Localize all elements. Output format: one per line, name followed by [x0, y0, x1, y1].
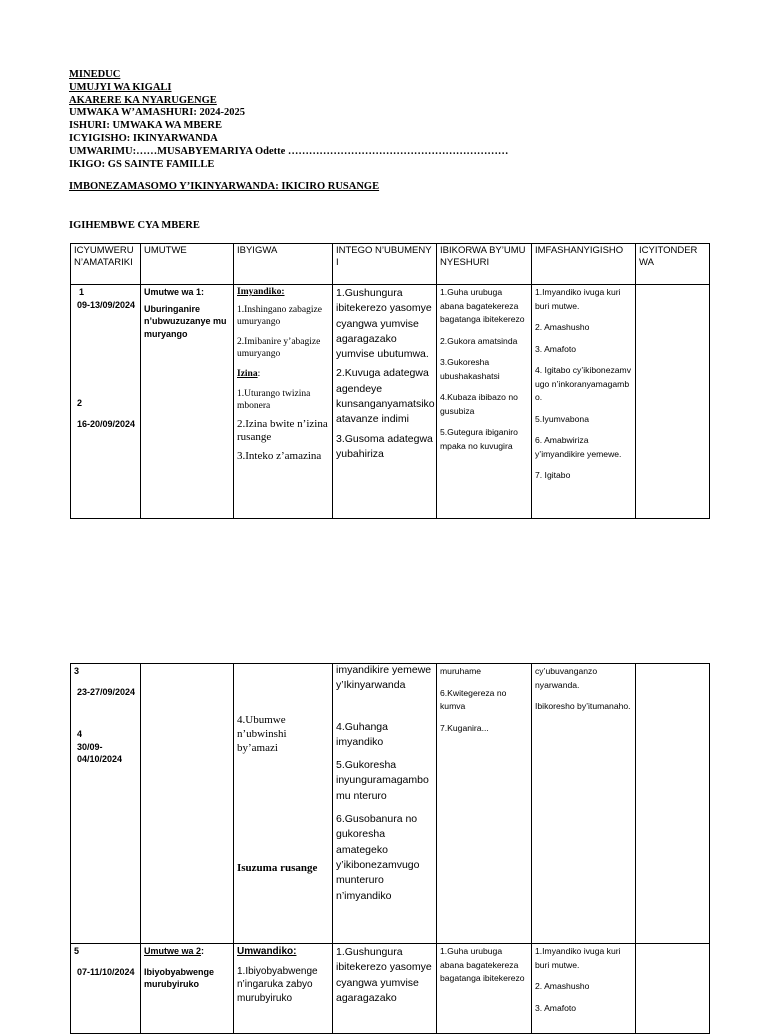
- header-objectives: INTEGO N’UBUMENYI: [333, 244, 437, 285]
- material-item: Ibikoresho by’itumanaho.: [535, 701, 631, 711]
- activity-item: muruhame: [440, 666, 482, 676]
- content-item: 2.Izina bwite n’izina rusange: [237, 418, 328, 443]
- activity-item: 7.Kuganira...: [440, 722, 489, 733]
- content-item: 4.Ubumwe n’ubwinshi by’amazi: [237, 714, 287, 754]
- header-teacher: UMWARIMU:……MUSABYEMARIYA Odette ………………………………………………………: [69, 145, 509, 157]
- week-dates: 07-11/10/2024: [77, 966, 135, 977]
- week-number: 1: [79, 287, 85, 297]
- materials-cell: [532, 944, 636, 1034]
- content-heading: [237, 368, 329, 380]
- content-item: 1.Uturango twizina mbonera: [237, 389, 311, 411]
- table-row: [71, 664, 710, 944]
- activities-cell: [437, 664, 532, 944]
- activity-item: 6.Kwitegereza no kumva: [440, 687, 507, 711]
- unit-label: Umutwe wa 1:: [144, 287, 205, 297]
- remarks-cell: [636, 285, 710, 519]
- content-cell: [234, 944, 333, 1034]
- week-dates: 09-13/09/2024: [77, 299, 136, 310]
- unit-label-suffix: :: [201, 946, 205, 956]
- header-school: IKIGO: GS SAINTE FAMILLE: [69, 158, 215, 170]
- activity-item: 5.Gutegura ibiganiro mpaka no kuvugira: [440, 427, 518, 451]
- week-dates: 30/09-04/10/2024: [77, 741, 123, 764]
- header-activities: IBIKORWA BY’UMUNYESHURI: [437, 244, 532, 285]
- objective-item: 2.Kuvuga adategwa agendeye kunsanganyamatsiko atavanze indimi: [336, 367, 435, 426]
- content-heading: Umwandiko:: [237, 946, 297, 957]
- objective-item: 6.Gusobanura no gukoresha amategeko y’ikibonezamvugo munteruro n’imyandiko: [336, 813, 420, 902]
- objectives-cell: [333, 285, 437, 519]
- content-item: 2.Imibanire y’abagize umuryango: [237, 337, 321, 359]
- term-title: IGIHEMBWE CYA MBERE: [69, 220, 200, 231]
- content-heading: Imyandiko:: [237, 287, 285, 297]
- activities-cell: [437, 944, 532, 1034]
- activity-item: 3.Gukoresha ubushakashatsi: [440, 357, 500, 381]
- objective-item: 3.Gusoma adategwa yubahiriza: [336, 432, 433, 460]
- objectives-cell: [333, 664, 437, 944]
- remarks-cell: [636, 944, 710, 1034]
- table-row: [71, 944, 710, 1034]
- content-item: 1.Inshingano zabagize umuryango: [237, 305, 322, 327]
- objective-item: 1.Gushungura ibitekerezo yasomye cyangwa yumvise agaragazako yumvise ubutumwa.: [336, 287, 432, 361]
- activities-cell: [437, 285, 532, 519]
- scheme-table-page-1: [70, 243, 710, 519]
- materials-cell: [532, 285, 636, 519]
- week-cell: [71, 285, 141, 519]
- header-materials: IMFASHANYIGISHO: [532, 244, 636, 285]
- unit-label: [144, 945, 230, 958]
- header-unit: UMUTWE: [141, 244, 234, 285]
- table-row: [71, 285, 710, 519]
- material-item: 1.Imyandiko ivuga kuri buri mutwe.: [535, 946, 621, 970]
- week-dates: 16-20/09/2024: [77, 418, 136, 429]
- material-item: 5.Iyumvabona: [535, 413, 589, 424]
- week-cell: [71, 664, 141, 944]
- material-item: 3. Amafoto: [535, 1002, 577, 1013]
- week-cell: [71, 944, 141, 1034]
- material-item: 2. Amashusho: [535, 981, 590, 991]
- unit-cell: [141, 944, 234, 1034]
- unit-label-text: Umutwe wa 2: [144, 946, 202, 956]
- content-item: 3.Inteko z’amazina: [237, 450, 322, 462]
- objective-item: 4.Guhanga imyandiko: [336, 720, 388, 748]
- material-item: 3. Amafoto: [535, 343, 577, 354]
- remarks-cell: [636, 664, 710, 944]
- header-week: ICYUMWERU N’AMATARIKI: [71, 244, 141, 285]
- content-cell: [234, 664, 333, 944]
- unit-title: Ibiyobyabwenge murubyiruko: [144, 966, 215, 989]
- material-item: 1.Imyandiko ivuga kuri buri mutwe.: [535, 287, 621, 311]
- unit-title: Uburinganire n’ubwuzuzanye mu muryango: [144, 303, 227, 339]
- activity-item: 1.Guha urubuga abana bagatekereza bagatanga ibitekerezo: [440, 946, 525, 983]
- content-heading: Isuzuma rusange: [237, 862, 318, 874]
- header-ministry: MINEDUC: [69, 69, 121, 80]
- header-content: IBYIGWA: [234, 244, 333, 285]
- material-item: 6. Amabwiriza y’imyandikire yemewe.: [535, 435, 622, 459]
- content-heading-suffix: :: [257, 369, 261, 379]
- content-cell: [234, 285, 333, 519]
- header-remarks: ICYITONDERWA: [636, 244, 710, 285]
- activity-item: 4.Kubaza ibibazo no gusubiza: [440, 392, 518, 416]
- objective-item: imyandikire yemewe y’Ikinyarwanda: [336, 664, 432, 692]
- scheme-table-page-2: [70, 663, 710, 1034]
- week-dates: 23-27/09/2024: [77, 686, 136, 697]
- content-heading-text: Izina: [237, 369, 258, 379]
- document-header: [69, 69, 508, 171]
- activity-item: 1.Guha urubuga abana bagatekereza bagatanga ibitekerezo: [440, 287, 525, 324]
- header-subject: ICYIGISHO: IKINYARWANDA: [69, 132, 218, 144]
- objective-item: 5.Gukoresha inyunguramagambo mu nteruro: [336, 759, 429, 802]
- objective-item: 1.Gushungura ibitekerezo yasomye cyangwa yumvise agaragazako: [336, 946, 432, 1004]
- material-item: 4. Igitabo cy’ikibonezamvugo n’inkoranyamagambo.: [535, 365, 632, 402]
- material-item: 7. Igitabo: [535, 470, 571, 480]
- header-school-year: UMWAKA W’AMASHURI: 2024-2025: [69, 107, 245, 119]
- objectives-cell: [333, 944, 437, 1034]
- materials-cell: [532, 664, 636, 944]
- week-number: 5: [74, 946, 80, 956]
- week-number: 3: [74, 666, 80, 676]
- week-number: 2: [77, 398, 83, 408]
- header-district: AKARERE KA NYARUGENGE: [69, 94, 217, 106]
- content-item: 1.Ibiyobyabwenge n’ingaruka zabyo murubyiruko: [237, 965, 318, 1004]
- header-city: UMUJYI WA KIGALI: [69, 81, 172, 93]
- activity-item: 2.Gukora amatsinda: [440, 335, 518, 346]
- material-item: cy’ubuvanganzo nyarwanda.: [535, 666, 598, 690]
- unit-cell: [141, 664, 234, 944]
- plan-title: IMBONEZAMASOMO Y’IKINYARWANDA: IKICIRO RUSANGE: [69, 181, 380, 192]
- header-class: ISHURI: UMWAKA WA MBERE: [69, 120, 222, 132]
- material-item: 2. Amashusho: [535, 322, 590, 332]
- table-header-row: [71, 244, 710, 285]
- week-number: 4: [77, 729, 83, 739]
- unit-cell: [141, 285, 234, 519]
